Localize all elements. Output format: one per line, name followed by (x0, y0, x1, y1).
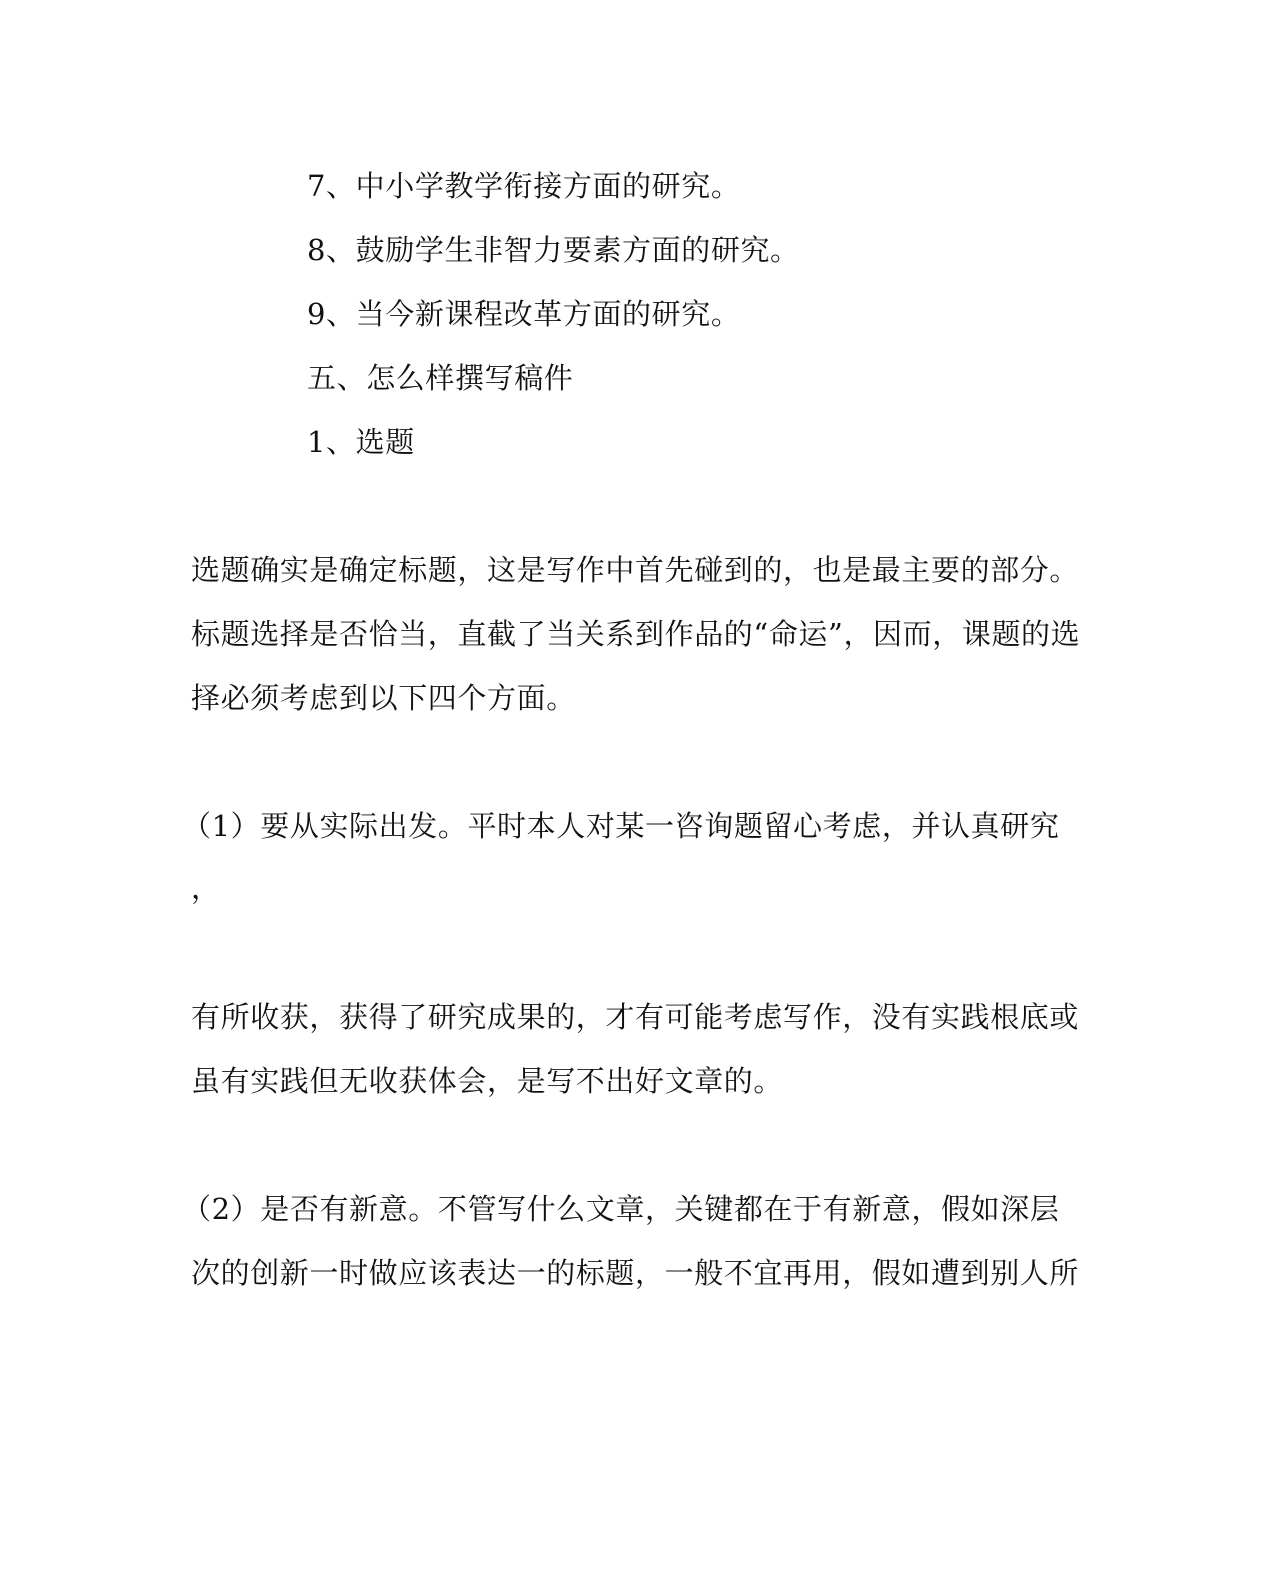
point1-line1: （1）要从实际出发。平时本人对某一咨询题留心考虑，并认真研究 (182, 809, 1060, 843)
subheading: 1、选题 (307, 425, 415, 459)
point2-line1: （2）是否有新意。不管写什么文章，关键都在于有新意，假如深层 (182, 1192, 1060, 1226)
paragraph1-line2: 标题选择是否恰当，直截了当关系到作品的“命运”，因而，课题的选 (191, 617, 1081, 651)
paragraph1-line1: 选题确实是确定标题，这是写作中首先碰到的，也是最主要的部分。 (191, 553, 1080, 587)
paragraph2-line2: 虽有实践但无收获体会，是写不出好文章的。 (191, 1064, 784, 1098)
list-item-7: 7、中小学教学衔接方面的研究。 (307, 169, 741, 203)
section-heading: 五、怎么样撰写稿件 (307, 361, 574, 395)
point1-line2: ， (191, 871, 221, 905)
paragraph2-line1: 有所收获，获得了研究成果的，才有可能考虑写作，没有实践根底或 (191, 1000, 1080, 1034)
paragraph1-line3: 择必须考虑到以下四个方面。 (191, 681, 576, 715)
list-item-9: 9、当今新课程改革方面的研究。 (307, 297, 741, 331)
point2-line2: 次的创新一时做应该表达一的标题，一般不宜再用，假如遭到别人所 (191, 1256, 1080, 1290)
list-item-8: 8、鼓励学生非智力要素方面的研究。 (307, 233, 800, 267)
